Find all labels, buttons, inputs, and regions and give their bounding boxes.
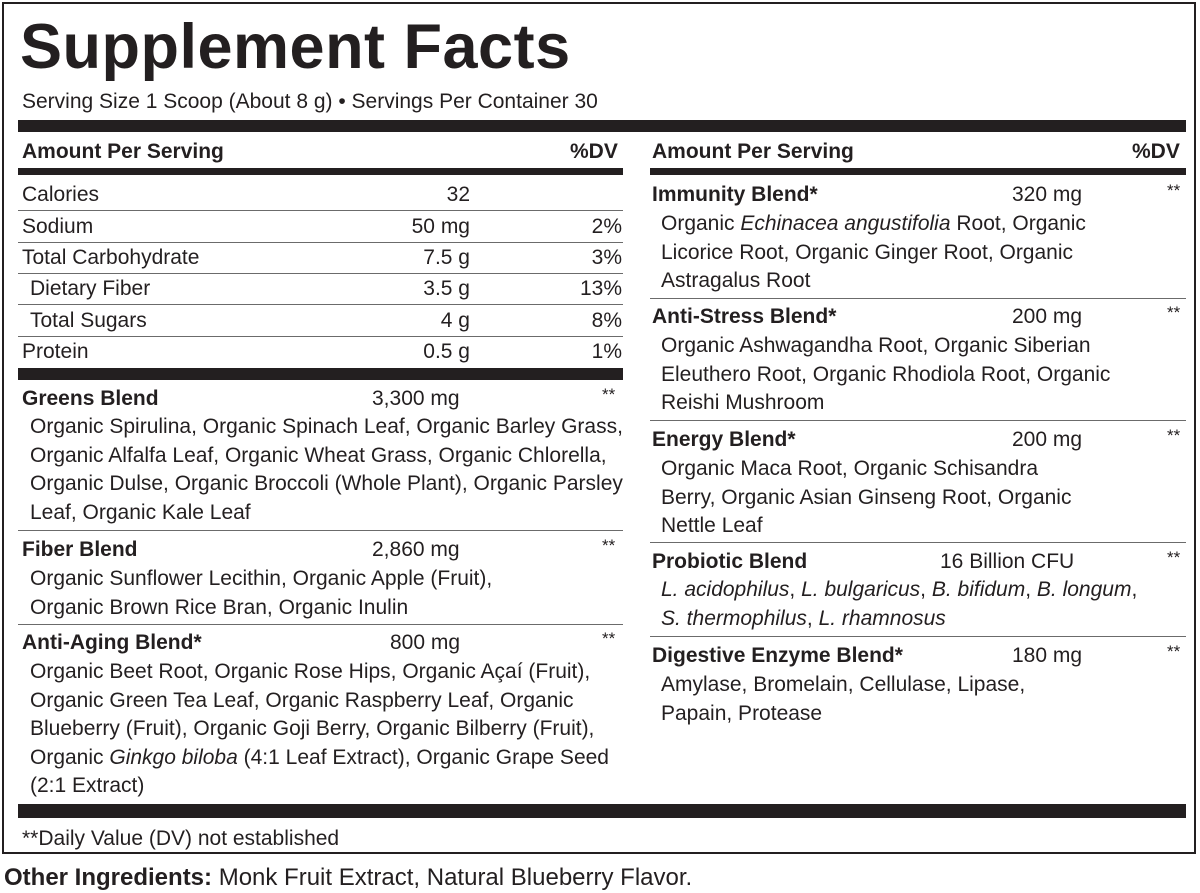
ingredients-botanical-name: Ginkgo biloba	[109, 745, 238, 769]
nutrient-sugars-dv: 8%	[591, 309, 622, 332]
nutrient-calories-amount: 32	[446, 183, 470, 206]
serving-info: Serving Size 1 Scoop (About 8 g) • Servings Per Container 30	[22, 90, 598, 113]
nutrient-fiber-dv: 13%	[579, 277, 622, 300]
left-subheader-rule	[18, 168, 623, 175]
nutrient-sodium-name: Sodium	[22, 215, 94, 238]
left-dv-header: %DV	[570, 140, 618, 163]
header-thick-rule	[18, 120, 1186, 132]
blend-divider	[18, 530, 623, 531]
immunity-blend-name: Immunity Blend*	[652, 183, 818, 206]
right-subheader-rule	[650, 168, 1186, 175]
digestive-enzyme-blend-dv: **	[1167, 642, 1181, 661]
probiotic-strain: L. bulgaricus	[801, 578, 921, 601]
left-amount-header: Amount Per Serving	[22, 140, 224, 163]
blend-divider	[18, 624, 623, 625]
row-divider	[18, 304, 623, 305]
nutrient-carbohydrate-dv: 3%	[591, 246, 622, 269]
anti-aging-blend-dv: **	[602, 629, 616, 648]
probiotic-strain: B. longum	[1036, 578, 1132, 601]
anti-stress-blend-dv: **	[1167, 303, 1181, 322]
greens-blend-amount: 3,300 mg	[372, 387, 460, 410]
probiotic-strain: B. bifidum	[931, 578, 1026, 601]
probiotic-blend-amount: 16 Billion CFU	[940, 550, 1075, 573]
energy-blend-name: Energy Blend*	[652, 428, 796, 451]
immunity-blend-amount: 320 mg	[1012, 183, 1083, 206]
nutrient-protein-dv: 1%	[591, 340, 622, 363]
probiotic-blend-strains: L. acidophilus, L. bulgaricus, B. bifidum, B. longum, S. thermophilus, L. rhamnosus	[661, 578, 1138, 630]
digestive-enzyme-blend-name: Digestive Enzyme Blend*	[652, 644, 903, 667]
nutrient-fiber-amount: 3.5 g	[423, 277, 470, 300]
nutrient-sugars-amount: 4 g	[440, 309, 470, 332]
other-ingredients-value: Monk Fruit Extract, Natural Blueberry Flavor.	[212, 864, 693, 891]
row-divider	[18, 273, 623, 274]
blend-divider	[650, 636, 1186, 637]
blend-divider	[650, 542, 1186, 543]
other-ingredients	[4, 864, 692, 892]
anti-stress-blend-ingredients: Organic Ashwagandha Root, Organic Siberian Eleuthero Root, Organic Rhodiola Root, Organic Reishi Mushroom	[661, 334, 1111, 414]
supplement-facts-panel	[2, 2, 1196, 854]
probiotic-blend-name: Probiotic Blend	[652, 550, 808, 573]
right-dv-header: %DV	[1132, 140, 1180, 163]
energy-blend-dv: **	[1167, 426, 1181, 445]
row-divider	[18, 242, 623, 243]
anti-aging-blend-amount: 800 mg	[390, 631, 461, 654]
row-divider	[18, 210, 623, 211]
nutrient-protein-name: Protein	[22, 340, 89, 363]
nutrient-carbohydrate-amount: 7.5 g	[423, 246, 470, 269]
nutrient-thick-rule	[18, 368, 623, 380]
bottom-thick-rule	[18, 804, 1186, 818]
fiber-blend-ingredients: Organic Sunflower Lecithin, Organic Apple (Fruit), Organic Brown Rice Bran, Organic Inulin	[30, 567, 493, 619]
nutrient-calories-name: Calories	[22, 183, 100, 206]
row-divider	[18, 336, 623, 337]
probiotic-strain: L. acidophilus	[661, 578, 790, 601]
ingredients-text: Organic Beet Root, Organic Rose Hips, Organic Açaí (Fruit), Organic Green Tea Leaf, Organic Raspberry Leaf, Organic Blueberry (Fruit), Organic Goji Berry, Organic Bilberry (Fruit), Organic	[30, 660, 595, 769]
fiber-blend-dv: **	[602, 536, 616, 555]
immunity-blend-dv: **	[1167, 181, 1181, 200]
immunity-blend-ingredients	[661, 210, 1091, 296]
nutrient-protein-amount: 0.5 g	[423, 340, 470, 363]
blend-divider	[650, 298, 1186, 299]
right-amount-header: Amount Per Serving	[652, 140, 854, 163]
label-title: Supplement Facts	[20, 12, 571, 82]
fiber-blend-amount: 2,860 mg	[372, 538, 460, 561]
other-ingredients-label: Other Ingredients:	[4, 864, 213, 891]
greens-blend-name: Greens Blend	[22, 387, 159, 410]
probiotic-strain: S. thermophilus	[661, 606, 807, 630]
ingredients-text: (4:1 Leaf Extract), Organic Grape Seed (2:1 Extract)	[30, 745, 609, 797]
digestive-enzyme-blend-ingredients: Amylase, Bromelain, Cellulase, Lipase, Papain, Protease	[661, 673, 1026, 725]
anti-aging-blend-name: Anti-Aging Blend*	[22, 631, 202, 654]
ingredients-text: Root, Organic Licorice Root, Organic Ginger Root, Organic Astragalus Root	[661, 212, 1086, 292]
digestive-enzyme-blend-amount: 180 mg	[1012, 644, 1083, 667]
nutrient-sodium-amount: 50 mg	[411, 215, 470, 238]
ingredients-text: Organic	[661, 212, 741, 235]
anti-stress-blend-amount: 200 mg	[1012, 305, 1083, 328]
nutrient-sodium-dv: 2%	[591, 215, 622, 238]
greens-blend-ingredients: Organic Spirulina, Organic Spinach Leaf, Organic Barley Grass, Organic Alfalfa Leaf, Organic Wheat Grass, Organic Chlorella, Organic Dulse, Organic Broccoli (Whole Plant), Organic Parsley Leaf, Organic Kale Leaf	[30, 415, 623, 524]
probiotic-strain: L. rhamnosus	[818, 606, 946, 630]
anti-aging-blend-ingredients	[30, 658, 628, 801]
greens-blend-dv: **	[602, 385, 616, 404]
nutrient-fiber-name: Dietary Fiber	[30, 277, 151, 300]
energy-blend-ingredients: Organic Maca Root, Organic Schisandra Berry, Organic Asian Ginseng Root, Organic Nettle Leaf	[661, 457, 1072, 537]
probiotic-blend-dv: **	[1167, 548, 1181, 567]
nutrient-sugars-name: Total Sugars	[30, 309, 147, 332]
anti-stress-blend-name: Anti-Stress Blend*	[652, 305, 837, 328]
ingredients-botanical-name: Echinacea angustifolia	[740, 212, 951, 235]
nutrient-carbohydrate-name: Total Carbohydrate	[22, 246, 200, 269]
energy-blend-amount: 200 mg	[1012, 428, 1083, 451]
blend-divider	[650, 420, 1186, 421]
dv-footnote: **Daily Value (DV) not established	[22, 827, 340, 850]
fiber-blend-name: Fiber Blend	[22, 538, 138, 561]
